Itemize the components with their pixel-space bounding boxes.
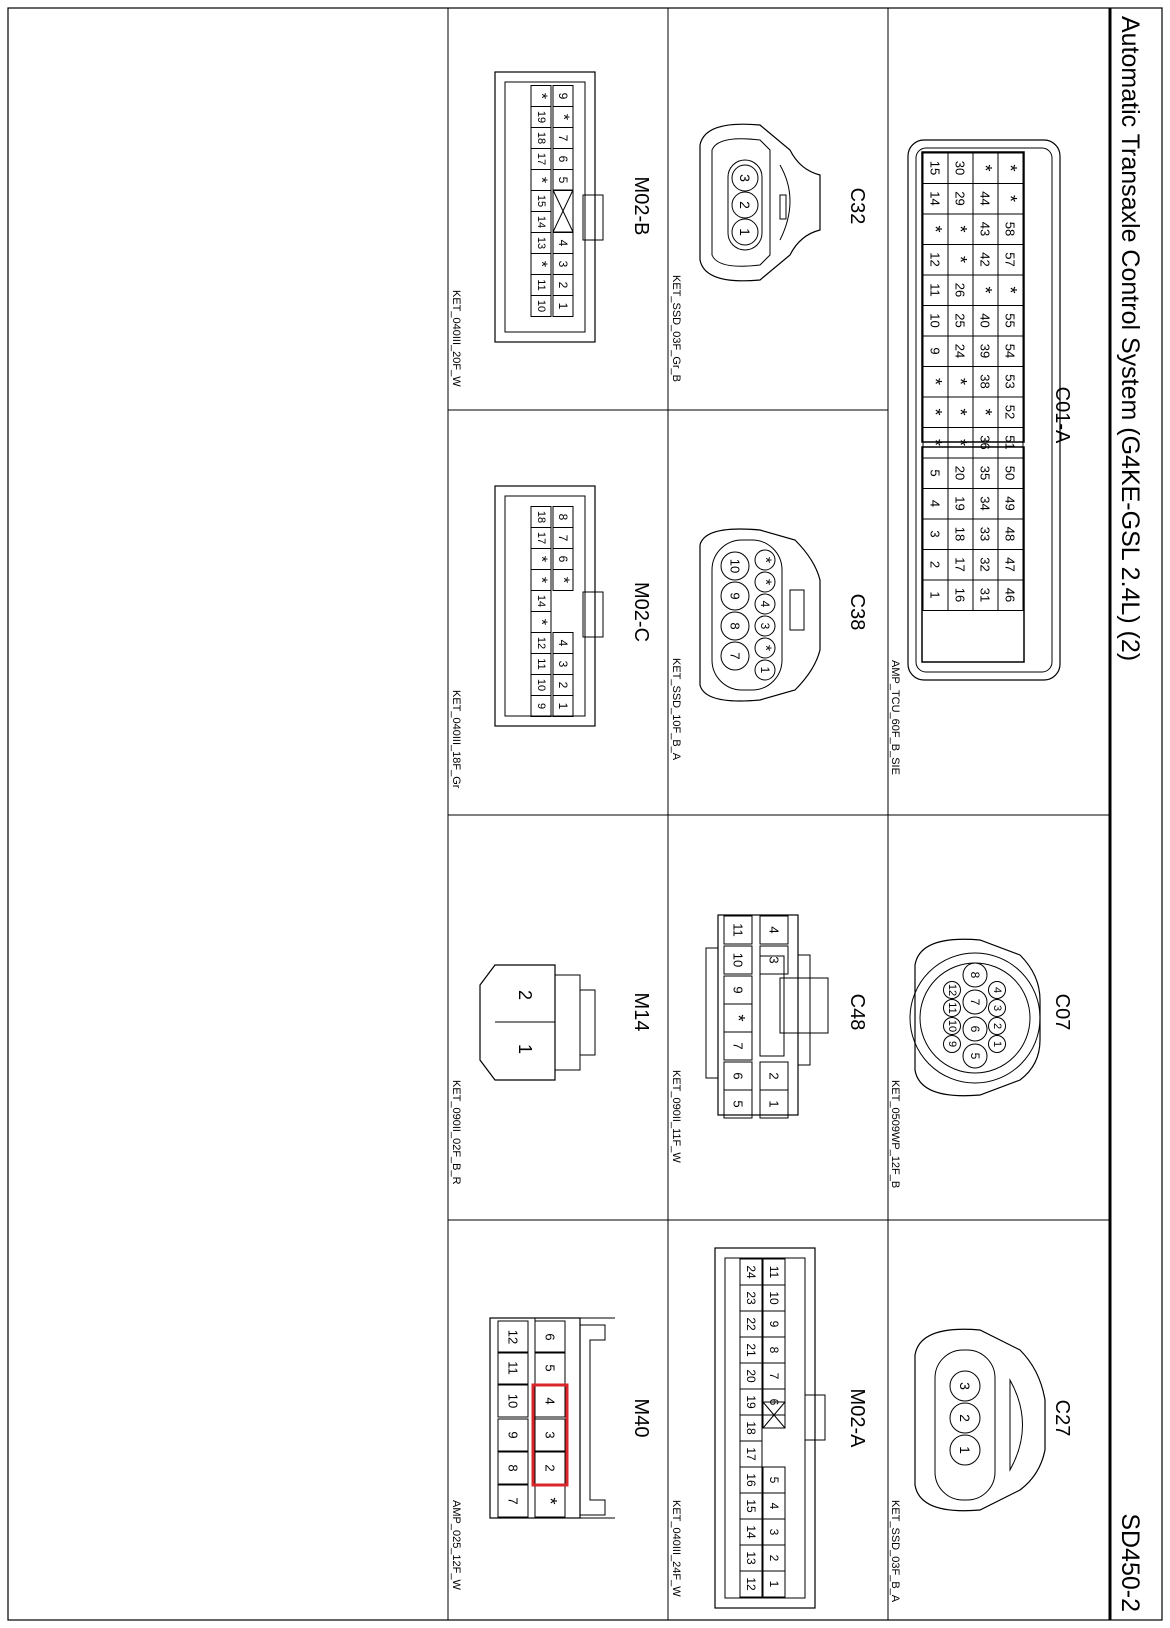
pin-label: 1 bbox=[515, 1043, 535, 1055]
pin-label: 3 bbox=[991, 1004, 1003, 1012]
pin-label: * bbox=[975, 408, 995, 416]
pin-label: 10 bbox=[767, 1291, 781, 1305]
sheet-title: Automatic Transaxle Control System (G4KE-GSL 2.4L) (2) bbox=[1116, 16, 1144, 662]
pin-label: 11 bbox=[505, 1361, 521, 1375]
pin-label: * bbox=[950, 438, 970, 447]
connector-body bbox=[706, 948, 718, 1078]
pin-label: 11 bbox=[927, 283, 943, 297]
connector-label: M02-B bbox=[630, 176, 652, 236]
sheet-page-id: SD450-2 bbox=[1116, 1513, 1144, 1612]
pin-label: 1 bbox=[767, 1580, 781, 1588]
latch bbox=[1010, 1380, 1023, 1470]
pin-label: 7 bbox=[505, 1497, 521, 1505]
pin-label: 4 bbox=[542, 1397, 558, 1405]
pin-label: 46 bbox=[1002, 587, 1018, 603]
connector-body bbox=[700, 529, 820, 701]
connector-body bbox=[700, 124, 820, 281]
connector-label: M40 bbox=[630, 1398, 652, 1438]
pin-label: * bbox=[532, 176, 550, 184]
connector-c27 bbox=[889, 1329, 1073, 1602]
pin-label: 22 bbox=[744, 1317, 758, 1331]
pin-label: 1 bbox=[927, 591, 943, 599]
pin-label: 21 bbox=[744, 1343, 758, 1357]
pin-label: 35 bbox=[977, 465, 993, 481]
connector-code: KET_SSD_03F_B_A bbox=[889, 1500, 901, 1603]
connector-code: KET_040III_18F_Gr bbox=[450, 690, 462, 789]
connector-m02a bbox=[670, 1248, 868, 1608]
pin-label: * bbox=[1000, 286, 1020, 294]
pin-label: 11 bbox=[535, 279, 547, 291]
pin-label: 24 bbox=[952, 343, 968, 359]
pin-label: 57 bbox=[1002, 252, 1018, 267]
pin-label: 43 bbox=[977, 221, 993, 237]
pin-label: 17 bbox=[535, 152, 547, 166]
pin-label: 23 bbox=[744, 1291, 758, 1305]
pin-label: 6 bbox=[556, 155, 570, 163]
pin-label: 18 bbox=[744, 1421, 758, 1435]
pin-label: * bbox=[975, 286, 995, 294]
connector-code: KET_090II_11F_W bbox=[670, 1070, 682, 1163]
pin-label: * bbox=[554, 113, 572, 121]
pin-label: 19 bbox=[952, 496, 968, 511]
pin-label: 7 bbox=[767, 1372, 781, 1380]
pin-label: 4 bbox=[556, 239, 570, 247]
pin-label: 36 bbox=[977, 435, 993, 450]
pin-label: 52 bbox=[1002, 404, 1018, 420]
pin-label: 55 bbox=[1002, 313, 1018, 328]
pin-label: 11 bbox=[767, 1265, 781, 1279]
pin-label: 53 bbox=[1002, 374, 1018, 389]
pin-label: 2 bbox=[927, 560, 943, 569]
connector-code: KET_090II_02F_B_R bbox=[450, 1080, 462, 1185]
pin-label: 8 bbox=[767, 1346, 781, 1354]
pin-label: 16 bbox=[952, 587, 968, 603]
pin-label: 5 bbox=[927, 469, 943, 477]
pin-label: 30 bbox=[952, 160, 968, 176]
pin-label: 40 bbox=[977, 313, 993, 328]
pin-label: 42 bbox=[977, 252, 993, 267]
pin-label: 2 bbox=[737, 201, 753, 209]
pin-label: 6 bbox=[730, 1072, 746, 1080]
pin-label: * bbox=[532, 576, 550, 584]
pin-label: * bbox=[925, 408, 945, 416]
pin-label: 2 bbox=[767, 1554, 781, 1562]
connector-m02c bbox=[450, 486, 652, 789]
pin-label: 6 bbox=[968, 1025, 982, 1033]
latch bbox=[780, 165, 790, 240]
connector-code: KET_SSD_10F_B_A bbox=[670, 658, 682, 761]
pin-label: 3 bbox=[737, 174, 753, 182]
connector-c48 bbox=[670, 915, 868, 1163]
pin-label: 3 bbox=[957, 1382, 973, 1390]
latch bbox=[780, 978, 828, 1033]
pin-label: 4 bbox=[758, 600, 772, 608]
pin-label: * bbox=[756, 644, 774, 652]
pin-label: * bbox=[950, 408, 970, 416]
pin-label: 11 bbox=[730, 923, 746, 937]
pin-label: 15 bbox=[535, 194, 547, 208]
latch bbox=[583, 592, 603, 637]
pin-label: 10 bbox=[727, 558, 743, 574]
connector-label: C48 bbox=[846, 993, 868, 1031]
pin-label: 9 bbox=[767, 1320, 781, 1328]
pin-label: 7 bbox=[968, 998, 982, 1006]
connector-label: C07 bbox=[1051, 993, 1073, 1031]
connector-label: M02-A bbox=[846, 1388, 868, 1448]
pin-label: 6 bbox=[767, 1398, 781, 1406]
pin-label: 24 bbox=[744, 1265, 758, 1279]
pin-label: 8 bbox=[727, 622, 743, 630]
pin-label: 2 bbox=[957, 1414, 973, 1422]
connector-body bbox=[798, 955, 810, 1065]
pin-label: 38 bbox=[977, 374, 993, 389]
pin-label: 2 bbox=[542, 1464, 558, 1472]
pin-label: * bbox=[1000, 164, 1020, 172]
pin-label: 1 bbox=[957, 1446, 973, 1454]
pin-label: 32 bbox=[977, 557, 993, 572]
connector-label: C38 bbox=[846, 593, 868, 631]
pin-label: 9 bbox=[505, 1431, 521, 1439]
pin-label: 14 bbox=[744, 1525, 758, 1539]
pin-label: 18 bbox=[535, 510, 547, 524]
latch bbox=[580, 990, 595, 1055]
pin-label: * bbox=[975, 164, 995, 172]
pin-label: 18 bbox=[535, 131, 547, 145]
latch bbox=[583, 195, 603, 240]
pin-label: * bbox=[728, 1014, 748, 1022]
pin-label: 9 bbox=[730, 986, 746, 994]
pin-label: 7 bbox=[727, 652, 743, 660]
connector-m02b bbox=[450, 72, 652, 387]
pin-label: 5 bbox=[542, 1364, 558, 1372]
pin-label: 34 bbox=[977, 496, 993, 511]
pin-label: 5 bbox=[968, 1052, 982, 1060]
pin-label: 12 bbox=[927, 252, 943, 267]
pin-label: * bbox=[950, 225, 970, 233]
pin-label: 4 bbox=[556, 639, 570, 647]
pin-label: 5 bbox=[730, 1100, 746, 1108]
pin-label: 25 bbox=[952, 313, 968, 328]
pin-label: 58 bbox=[1002, 221, 1018, 237]
connector-label: C32 bbox=[846, 187, 868, 225]
connector-code: AMP_025_12F_W bbox=[450, 1500, 462, 1590]
connector-c32 bbox=[670, 124, 868, 382]
pin-label: 10 bbox=[535, 678, 547, 692]
pin-label: 6 bbox=[542, 1333, 558, 1341]
pin-label: 1 bbox=[737, 228, 753, 236]
pin-label: 17 bbox=[744, 1447, 758, 1461]
pin-label: 9 bbox=[946, 1040, 958, 1048]
pin-label: 8 bbox=[505, 1464, 521, 1472]
pin-label: 7 bbox=[730, 1042, 746, 1050]
connector-code: KET_SSD_03F_Gr_B bbox=[670, 275, 682, 382]
pin-label: * bbox=[756, 578, 774, 586]
connector-c38 bbox=[670, 529, 868, 761]
pin-label: 9 bbox=[535, 702, 547, 710]
pin-label: 50 bbox=[1002, 465, 1018, 481]
pin-label: 15 bbox=[927, 160, 943, 176]
pin-label: 15 bbox=[744, 1499, 758, 1513]
pin-label: 10 bbox=[927, 313, 943, 328]
pin-label: 12 bbox=[535, 636, 547, 650]
pin-label: 10 bbox=[946, 1019, 958, 1033]
pin-label: 3 bbox=[927, 530, 943, 538]
pin-label: 20 bbox=[952, 465, 968, 481]
latch bbox=[580, 1325, 605, 1515]
connector-label: M02-C bbox=[630, 581, 652, 643]
pin-label: 2 bbox=[556, 281, 570, 289]
pin-label: 17 bbox=[952, 557, 968, 572]
pin-label: 12 bbox=[744, 1577, 758, 1591]
pin-label: 8 bbox=[556, 513, 570, 521]
pin-label: 51 bbox=[1002, 435, 1018, 450]
pin-label: 54 bbox=[1002, 343, 1018, 359]
connector-label: C27 bbox=[1051, 1399, 1073, 1437]
pin-label: * bbox=[532, 92, 550, 100]
pin-label: 31 bbox=[977, 587, 993, 603]
pin-label: 13 bbox=[535, 236, 547, 250]
pin-label: * bbox=[554, 576, 572, 584]
pin-label: 44 bbox=[977, 191, 993, 206]
pin-label: * bbox=[950, 255, 970, 264]
connector-code: KET_040III_24F_W bbox=[670, 1500, 682, 1597]
pin-label: 14 bbox=[535, 215, 547, 229]
pin-label: 1 bbox=[556, 302, 570, 310]
pin-label: 2 bbox=[556, 681, 570, 689]
pin-label: 3 bbox=[556, 260, 570, 268]
pin-label: 5 bbox=[556, 176, 570, 184]
pin-label: 1 bbox=[556, 702, 570, 710]
pin-label: 9 bbox=[927, 347, 943, 355]
pin-label: 3 bbox=[758, 622, 772, 630]
pin-label: 2 bbox=[991, 1022, 1003, 1030]
pin-label: 29 bbox=[952, 191, 968, 206]
pin-label: 9 bbox=[556, 92, 570, 100]
pin-label: 12 bbox=[946, 983, 958, 997]
pin-label: 1 bbox=[991, 1040, 1003, 1048]
pin-label: 4 bbox=[927, 499, 943, 508]
connector-label: M14 bbox=[630, 992, 652, 1032]
pin-label: 19 bbox=[744, 1395, 758, 1409]
pin-label: 12 bbox=[505, 1329, 521, 1345]
pin-label: 7 bbox=[556, 134, 570, 142]
pin-label: 2 bbox=[515, 989, 535, 1001]
pin-label: 33 bbox=[977, 526, 993, 542]
pin-label: * bbox=[532, 555, 550, 563]
pin-label: 4 bbox=[991, 986, 1003, 994]
pin-label: * bbox=[925, 438, 945, 447]
connector-code: KET_0509WP_12F_B bbox=[889, 1080, 901, 1189]
pin-label: 1 bbox=[758, 666, 772, 674]
connector-m40 bbox=[450, 1318, 652, 1590]
pin-label: 6 bbox=[556, 555, 570, 563]
pin-label: 47 bbox=[1002, 557, 1018, 572]
pin-label: 4 bbox=[767, 1502, 781, 1510]
pin-label: 8 bbox=[968, 971, 982, 979]
pin-label: 17 bbox=[535, 531, 547, 545]
pin-label: * bbox=[756, 556, 774, 564]
pin-label: * bbox=[950, 377, 970, 386]
pin-label: 39 bbox=[977, 343, 993, 359]
pin-label: * bbox=[532, 260, 550, 268]
latch bbox=[790, 590, 804, 630]
pin-label: 1 bbox=[766, 1100, 782, 1108]
connector-c01a bbox=[889, 140, 1073, 775]
pin-label: 10 bbox=[535, 299, 547, 313]
pin-label: 49 bbox=[1002, 496, 1018, 511]
connector-code: AMP_TCU_60F_B_SIE bbox=[889, 660, 901, 775]
pin-label: 16 bbox=[744, 1473, 758, 1487]
connector-c07 bbox=[889, 939, 1073, 1188]
pin-label: 10 bbox=[730, 952, 746, 968]
latch bbox=[780, 195, 786, 219]
pin-label: 3 bbox=[766, 956, 782, 964]
pin-label: * bbox=[925, 377, 945, 386]
pin-label: 11 bbox=[535, 658, 547, 670]
pin-label: 11 bbox=[946, 1002, 958, 1014]
pin-label: 3 bbox=[767, 1528, 781, 1536]
pin-label: 9 bbox=[727, 592, 743, 600]
pin-label: 13 bbox=[744, 1551, 758, 1565]
pin-label: * bbox=[532, 618, 550, 626]
pin-label: 7 bbox=[556, 534, 570, 542]
pin-label: 19 bbox=[535, 110, 547, 124]
connector-code: KET_040III_20F_W bbox=[450, 290, 462, 387]
pin-label: 20 bbox=[744, 1369, 758, 1383]
pin-label: 26 bbox=[952, 282, 968, 298]
connector-body bbox=[555, 975, 580, 1070]
pin-label: * bbox=[540, 1497, 560, 1505]
pin-label: 3 bbox=[542, 1431, 558, 1439]
pin-label: 18 bbox=[952, 526, 968, 542]
pin-label: 48 bbox=[1002, 526, 1018, 542]
pin-label: 5 bbox=[767, 1476, 781, 1484]
pin-label: 14 bbox=[927, 191, 943, 206]
pin-label: * bbox=[1000, 194, 1020, 203]
pin-label: 14 bbox=[535, 594, 547, 608]
pin-label: * bbox=[925, 225, 945, 233]
pin-label: 4 bbox=[766, 926, 782, 934]
connector-body bbox=[935, 1350, 995, 1500]
pin-label: 10 bbox=[505, 1393, 521, 1409]
pin-label: 3 bbox=[556, 660, 570, 668]
connector-m14 bbox=[450, 965, 652, 1185]
pin-label: 2 bbox=[766, 1072, 782, 1080]
connector-label: C01-A bbox=[1051, 386, 1073, 444]
